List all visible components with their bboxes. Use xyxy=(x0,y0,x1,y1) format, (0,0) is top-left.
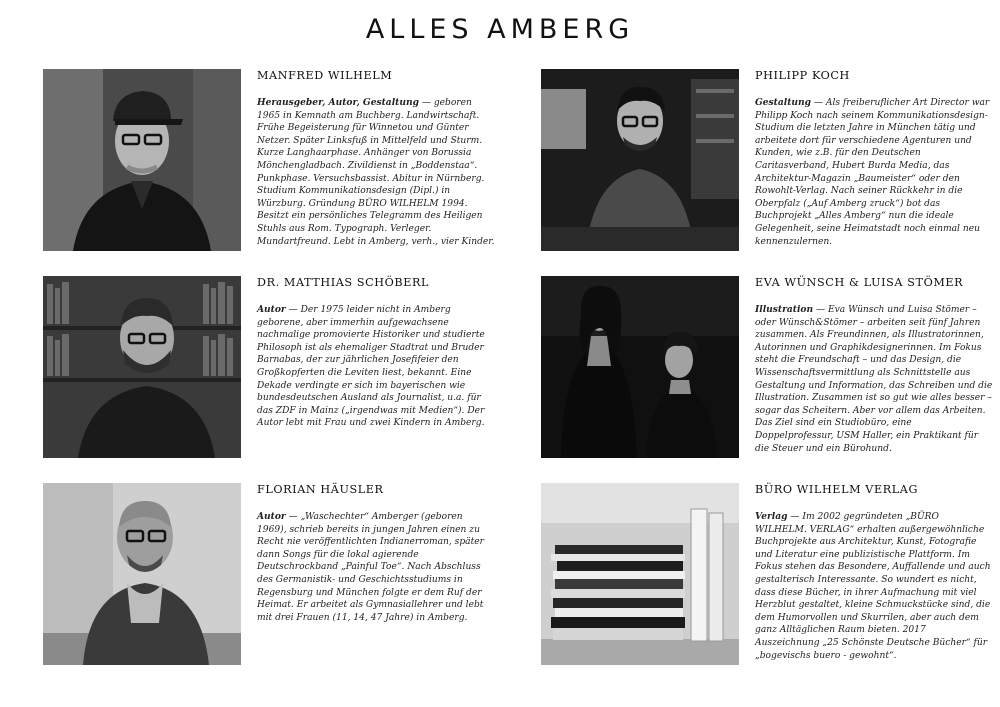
portrait-man-hoodie-image xyxy=(43,483,241,665)
stack-of-books-image xyxy=(541,483,739,665)
bio-text xyxy=(755,97,993,248)
profile-entry xyxy=(541,483,993,667)
profile-entry xyxy=(541,276,993,460)
person-name: MANFRED WILHELM xyxy=(257,69,393,82)
portrait-man-cap-image xyxy=(43,69,241,251)
bio-body: — Eva Wünsch und Luisa Stömer – oder Wünsch&Stömer – arbeiten seit fünf Jahren zusammen. Als Freundinnen, als Illustratorinnen, Autorinnen und Graphikdesignerinnen. Im Fokus steht die Freundschaft – und das Design, die Wissenschaftsvermittlung als Schnittstelle aus Gestaltung und Information, das Schreiben und die Illustration. Zusammen ist so gut wie alles besser – sogar das Scheitern. Aber vor allem das Arbeiten. Das Ziel sind ein Studiobüro, eine Doppelprofessur, USM Haller, ein Praktikant für die Steuer und ein Bürohund. xyxy=(755,305,993,454)
page-title: ALLES AMBERG xyxy=(365,14,635,45)
role-label: Verlag xyxy=(755,511,788,522)
bio-text xyxy=(257,304,495,430)
portrait-photo xyxy=(541,69,739,251)
portrait-man-shirt-image xyxy=(541,69,739,251)
role-label: Autor xyxy=(257,304,286,315)
portrait-photo xyxy=(541,276,739,458)
portrait-photo xyxy=(43,483,241,665)
role-label: Autor xyxy=(257,511,286,522)
person-name: FLORIAN HÄUSLER xyxy=(257,483,384,496)
person-name: PHILIPP KOCH xyxy=(755,69,850,82)
organization-name: BÜRO WILHELM VERLAG xyxy=(755,483,919,496)
person-name: EVA WÜNSCH & LUISA STÖMER xyxy=(755,276,964,289)
bio-text xyxy=(257,97,495,248)
profile-entry xyxy=(541,69,993,253)
bio-body: — Der 1975 leider nicht in Amberg geborene, aber immerhin aufgewachsene nachmalige promovierte Historiker und studierte Philosoph ist als ehemaliger Stadtrat und Bruder Barnabas, der zur jährlichen Josefifeier den Großkopferten die Leviten liest, bekannt. Eine Dekade verdingte er sich im bayerischen wie bundesdeutschen Ausland als Journalist, u.a. für das ZDF in Mainz („irgendwas mit Medien“). Der Autor lebt mit Frau und zwei Kindern in Amberg. xyxy=(257,305,485,429)
profile-entry xyxy=(43,483,495,667)
portrait-photo xyxy=(43,276,241,458)
bio-body: — Als freiberuflicher Art Director war Philipp Koch nach seinem Kommunikationsdesign-Studium die letzten Jahre in München tätig und arbeitete dort für verschiedene Agenturen und Kunden, wie z.B. für den Deutschen Caritasverband, Hubert Burda Media, das Architektur-Magazin „Baumeister“ oder den Rowohlt-Verlag. Nach seiner Rückkehr in die Oberpfalz („Auf Amberg zruck“) bot das Buchprojekt „Alles Amberg“ nun die ideale Gelegenheit, seine Heimatstadt noch einmal neu kennenzulernen. xyxy=(755,98,990,247)
portrait-photo xyxy=(43,69,241,251)
books-photo xyxy=(541,483,739,665)
bio-body: — geboren 1965 in Kemnath am Buchberg. Landwirtschaft. Frühe Begeisterung für Winnetou und Günter Netzer. Später Linksfuß in Mittelfeld und Sturm. Kurze Langhaarphase. Anhänger von Borussia Mönchengladbach. Zivildienst in „Boddenstaa“. Punkphase. Versuchsbassist. Abitur in Nürnberg. Studium Kommunikationsdesign (Dipl.) in Würzburg. Gründung BÜRO WILHELM 1994. Besitzt ein persönliches Telegramm des Heiligen Stuhls aus Rom. Typograph. Verleger. Mundartfreund. Lebt in Amberg, verh., vier Kinder. xyxy=(257,98,495,247)
bio-text xyxy=(257,511,495,624)
profile-entry xyxy=(43,276,495,460)
bio-text xyxy=(755,511,993,662)
bio-body: — Im 2002 gegründeten „BÜRO WILHELM. VERLAG“ erhalten außergewöhnliche Buchprojekte aus Architektur, Kunst, Fotografie und Literatur eine publizistische Plattform. Im Fokus stehen das Besondere, Auffallende und auch gestalterisch Interessante. So wundert es nicht, dass diese Bücher, in ihrer Aufmachung mit viel Herzblut gestaltet, kleine Schmuckstücke sind, die dem Humorvollen und Skurrilen, aber auch dem ganz Alltäglichen Raum bieten. 2017 Auszeichnung „25 Schönste Deutsche Bücher“ für „bogevischs buero - gewohnt“. xyxy=(755,512,991,661)
portrait-man-bookshelf-image xyxy=(43,276,241,458)
bio-text xyxy=(755,304,993,455)
person-name: DR. MATTHIAS SCHÖBERL xyxy=(257,276,430,289)
role-label: Herausgeber, Autor, Gestaltung xyxy=(257,97,419,108)
bio-body: — „Waschechter“ Amberger (geboren 1969), schrieb bereits in jungen Jahren einen zu Recht nie veröffentlichten Indianerroman, später dann Songs für die lokal agierende Deutschrockband „Painful Toe“. Nach Abschluss des Germanistik- und Geschichtsstudiums in Regensburg und München folgte er dem Ruf der Heimat. Er arbeitet als Gymnasiallehrer und lebt mit drei Frauen (11, 14, 47 Jahre) in Amberg. xyxy=(257,512,484,623)
profile-entry xyxy=(43,69,495,253)
role-label: Gestaltung xyxy=(755,97,812,108)
portrait-two-women-image xyxy=(541,276,739,458)
role-label: Illustration xyxy=(755,304,814,315)
